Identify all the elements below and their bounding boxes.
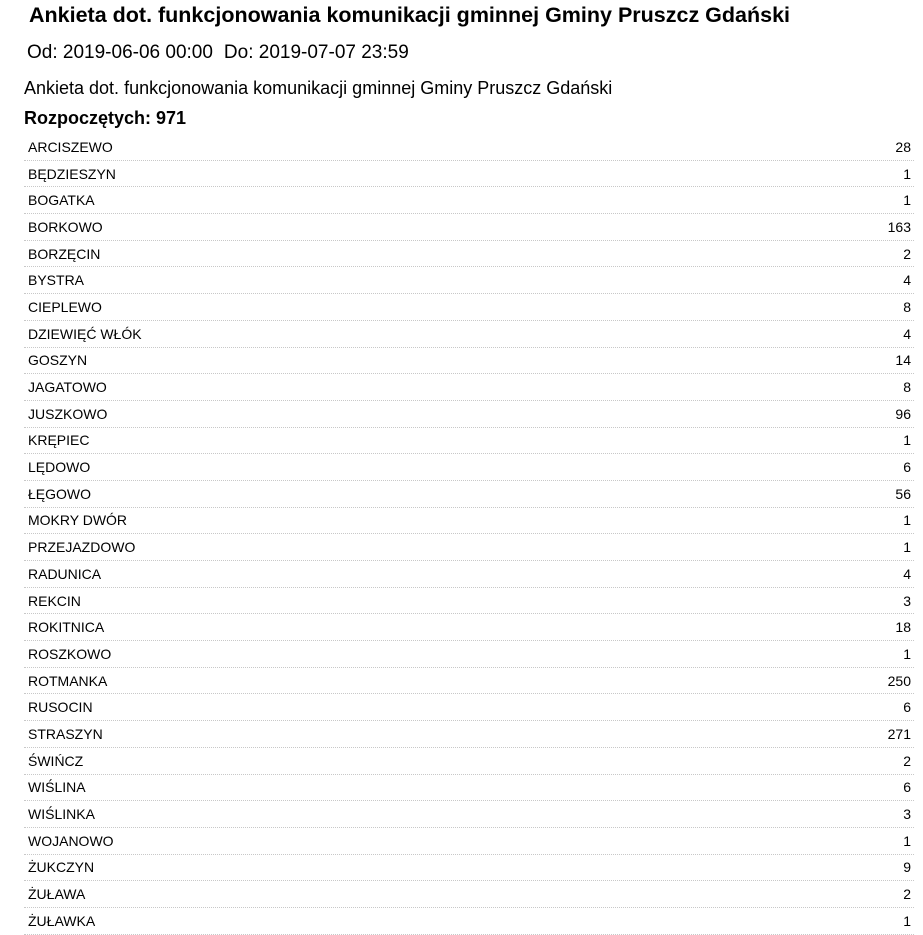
table-row [24, 668, 914, 695]
location-name: BORZĘCIN [28, 245, 101, 262]
table-row [24, 614, 914, 641]
location-name: BĘDZIESZYN [28, 165, 116, 182]
response-count: 1 [903, 832, 911, 849]
location-name: DZIEWIĘĆ WŁÓK [28, 325, 142, 342]
response-count: 1 [903, 165, 911, 182]
date-from: Od: 2019-06-06 00:00 [27, 42, 213, 63]
response-count: 6 [903, 779, 911, 796]
response-count: 2 [903, 886, 911, 903]
response-count: 8 [903, 379, 911, 396]
location-name: BYSTRA [28, 272, 85, 289]
response-count: 163 [887, 218, 911, 235]
location-name: RUSOCIN [28, 699, 93, 716]
location-name: BOGATKA [28, 192, 95, 209]
response-count: 14 [895, 352, 911, 369]
table-row [24, 694, 914, 721]
response-count: 3 [903, 806, 911, 823]
location-name: REKCIN [28, 592, 81, 609]
table-row [24, 401, 914, 428]
response-count: 1 [903, 912, 911, 929]
report-title: Ankieta dot. funkcjonowania komunikacji gminnej Gminy Pruszcz Gdański [29, 3, 791, 27]
table-row [24, 534, 914, 561]
table-row [24, 855, 914, 882]
table-row [24, 321, 914, 348]
table-row [24, 267, 914, 294]
location-name: STRASZYN [28, 725, 103, 742]
table-row [24, 881, 914, 908]
date-to: Do: 2019-07-07 23:59 [223, 42, 409, 63]
table-row [24, 294, 914, 321]
table-row [24, 908, 914, 935]
location-name: KRĘPIEC [28, 432, 90, 449]
table-row [24, 775, 914, 802]
location-name: MOKRY DWÓR [28, 512, 128, 529]
response-count: 271 [887, 725, 911, 742]
location-name: WIŚLINKA [28, 806, 95, 823]
response-count: 18 [895, 619, 911, 636]
location-name: ŁĘGOWO [28, 485, 92, 502]
table-row [24, 508, 914, 535]
table-row [24, 481, 914, 508]
location-name: BORKOWO [28, 218, 103, 235]
date-range [27, 41, 409, 65]
response-count: 4 [903, 272, 911, 289]
table-row [24, 454, 914, 481]
response-count: 3 [903, 592, 911, 609]
response-count: 4 [903, 565, 911, 582]
location-name: RADUNICA [28, 565, 102, 582]
response-count: 1 [903, 432, 911, 449]
started-count: Rozpoczętych: 971 [24, 108, 187, 128]
table-row [24, 161, 914, 188]
response-count: 6 [903, 699, 911, 716]
table-row [24, 374, 914, 401]
response-count: 1 [903, 539, 911, 556]
table-row [24, 134, 914, 161]
table-row [24, 641, 914, 668]
location-name: WOJANOWO [28, 832, 114, 849]
location-name: JAGATOWO [28, 379, 107, 396]
table-row [24, 187, 914, 214]
response-count: 4 [903, 325, 911, 342]
table-row [24, 241, 914, 268]
table-row [24, 828, 914, 855]
response-count: 8 [903, 298, 911, 315]
response-count: 1 [903, 645, 911, 662]
location-name: LĘDOWO [28, 459, 91, 476]
location-name: PRZEJAZDOWO [28, 539, 136, 556]
response-count: 2 [903, 245, 911, 262]
response-count: 2 [903, 752, 911, 769]
location-name: ŚWIŃCZ [28, 752, 84, 769]
response-count: 28 [895, 138, 911, 155]
location-name: WIŚLINA [28, 779, 86, 796]
results-table [24, 134, 914, 935]
response-count: 6 [903, 459, 911, 476]
response-count: 1 [903, 512, 911, 529]
table-row [24, 588, 914, 615]
survey-name: Ankieta dot. funkcjonowania komunikacji gminnej Gminy Pruszcz Gdański [24, 78, 613, 98]
location-name: CIEPLEWO [28, 298, 102, 315]
location-name: GOSZYN [28, 352, 88, 369]
table-row [24, 748, 914, 775]
table-row [24, 348, 914, 375]
response-count: 9 [903, 859, 911, 876]
table-row [24, 214, 914, 241]
table-row [24, 721, 914, 748]
table-row [24, 801, 914, 828]
response-count: 1 [903, 192, 911, 209]
table-row [24, 561, 914, 588]
table-row [24, 428, 914, 455]
response-count: 250 [887, 672, 911, 689]
location-name: ŻUŁAWKA [28, 912, 96, 929]
location-name: ŻUŁAWA [28, 886, 86, 903]
location-name: JUSZKOWO [28, 405, 108, 422]
response-count: 56 [895, 485, 911, 502]
response-count: 96 [895, 405, 911, 422]
location-name: ROKITNICA [28, 619, 105, 636]
location-name: ARCISZEWO [28, 138, 113, 155]
location-name: ROSZKOWO [28, 645, 112, 662]
location-name: ROTMANKA [28, 672, 108, 689]
location-name: ŻUKCZYN [28, 859, 95, 876]
